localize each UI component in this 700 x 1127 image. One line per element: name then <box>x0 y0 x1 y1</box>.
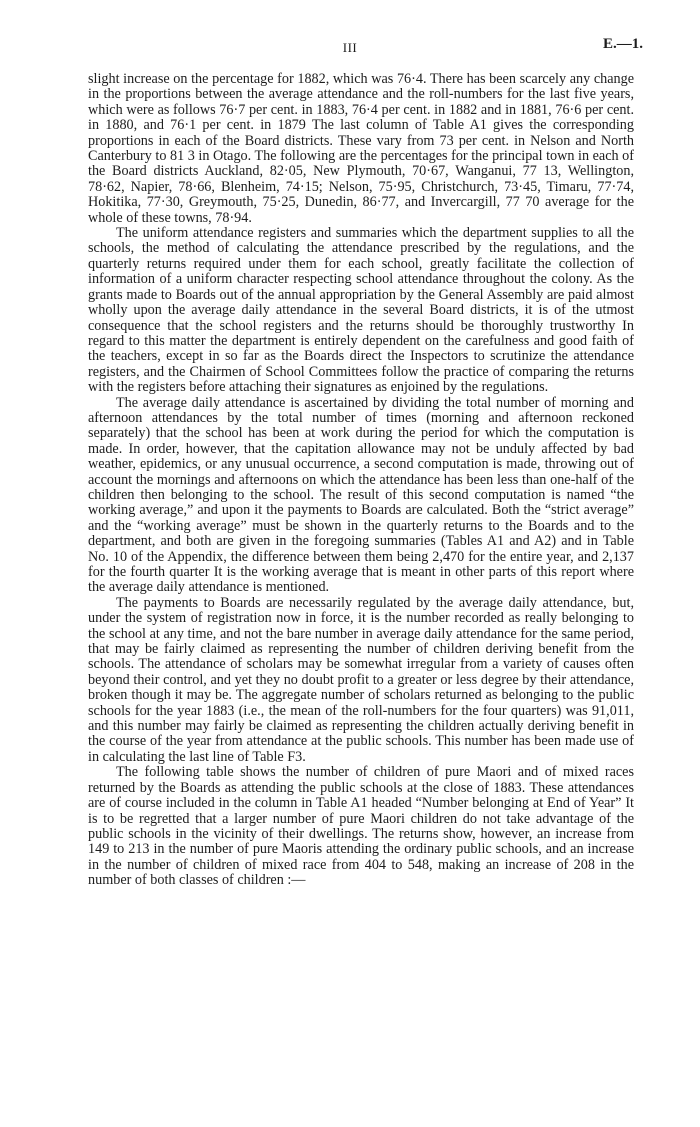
page-number: III <box>342 40 358 55</box>
body-text <box>88 72 634 889</box>
paragraph-attendance-registers: The uniform attendance registers and summaries which the department supplies to all the schools, the method of calculating the attendance prescribed by the regulations, and the quarterly returns required under them for each school, greatly facilitate the collection of information of a uniform character respecting school attendance throughout the colony. As the grants made to Boards out of the annual appropriation by the General Assembly are paid almost wholly upon the average daily attendance in the several Board districts, it is of the utmost consequence that the school registers and the returns should be thoroughly trustworthy In regard to this matter the department is entirely dependent on the carefulness and good faith of the teachers, except in so far as the Boards direct the Inspectors to scrutinize the attendance registers, and the Chairmen of School Committees follow the practice of comparing the returns with the registers before attaching their signatures as enjoined by the regulations. <box>88 225 634 396</box>
paragraph-maori-children: The following table shows the number of children of pure Maori and of mixed races returned by the Boards as attending the public schools at the close of 1883. These attendances are of course included in the column in Table A1 headed “Number belonging at End of Year” It is to be regretted that a larger number of pure Maori children do not take advantage of the public schools in the vicinity of their dwellings. The returns show, however, an increase from 149 to 213 in the number of pure Maoris attending the ordinary public schools, and an increase in the number of children of mixed race from 404 to 548, making an increase of 208 in the number of both classes of children :— <box>88 764 634 889</box>
page-header <box>0 36 700 60</box>
paragraph-average-calculation: The average daily attendance is ascertained by dividing the total number of morning and afternoon attendances by the total number of times (morning and afternoon reckoned separately) that the school has been at work during the period for which the computation is made. In order, however, that the capitation allowance may not be unduly affected by bad weather, epidemics, or any unusual occurrence, a second computation is made, throwing out of account the mornings and afternoons on which the attendance has been less than one-half of the children then belonging to the school. The result of this second computation is named “the working average,” and upon it the payments to Boards are calculated. Both the “strict average” and the “working average” must be shown in the quarterly returns to the Boards and to the department, and both are given in the foregoing summaries (Tables A1 and A2) and in Table No. 10 of the Appendix, the difference between them being 2,470 for the entire year, and 2,137 for the fourth quarter It is the working average that is meant in other parts of this report where the average daily attendance is mentioned. <box>88 394 634 596</box>
paragraph-payments-to-boards: The payments to Boards are necessarily regulated by the average daily attendance, but, under the system of registration now in force, it is the number recorded as really belonging to the school at any time, and not the bare number in average daily attendance for the same period, that may be fairly claimed as representing the number of children deriving benefit from the schools. The attendance of scholars may be somewhat irregular from a variety of causes often beyond their control, and yet they no doubt profit to a greater or less degree by their attendance, broken though it may be. The aggregate number of scholars returned as belonging to the public schools for the year 1883 (i.e., the mean of the roll-numbers for the four quarters) was 91,011, and this number may fairly be claimed as representing the children actually deriving benefit in the course of the year from attendance at the public schools. This number has been made use of in calculating the last line of Table F3. <box>88 594 634 765</box>
paragraph-attendance-percentages: slight increase on the percentage for 1882, which was 76·4. There has been scarcely any change in the proportions between the average attendance and the roll-numbers for the last five years, which were as follows 76·7 per cent. in 1883, 76·4 per cent. in 1882 and in 1881, 76·6 per cent. in 1880, and 76·1 per cent. in 1879 The last column of Table A1 gives the corresponding proportions in each of the Board districts. These vary from 73 per cent. in Nelson and North Canterbury to 81 3 in Otago. The following are the percentages for the principal town in each of the Board districts Auckland, 82·05, New Plymouth, 70·67, Wanganui, 77 13, Wellington, 78·62, Napier, 78·66, Blenheim, 74·15; Nelson, 75·95, Christchurch, 73·45, Timaru, 77·74, Hokitika, 77·30, Greymouth, 75·25, Dunedin, 86·77, and Invercargill, 77 70 average for the whole of these towns, 78·94. <box>88 71 634 226</box>
document-reference: E.—1. <box>602 36 643 52</box>
